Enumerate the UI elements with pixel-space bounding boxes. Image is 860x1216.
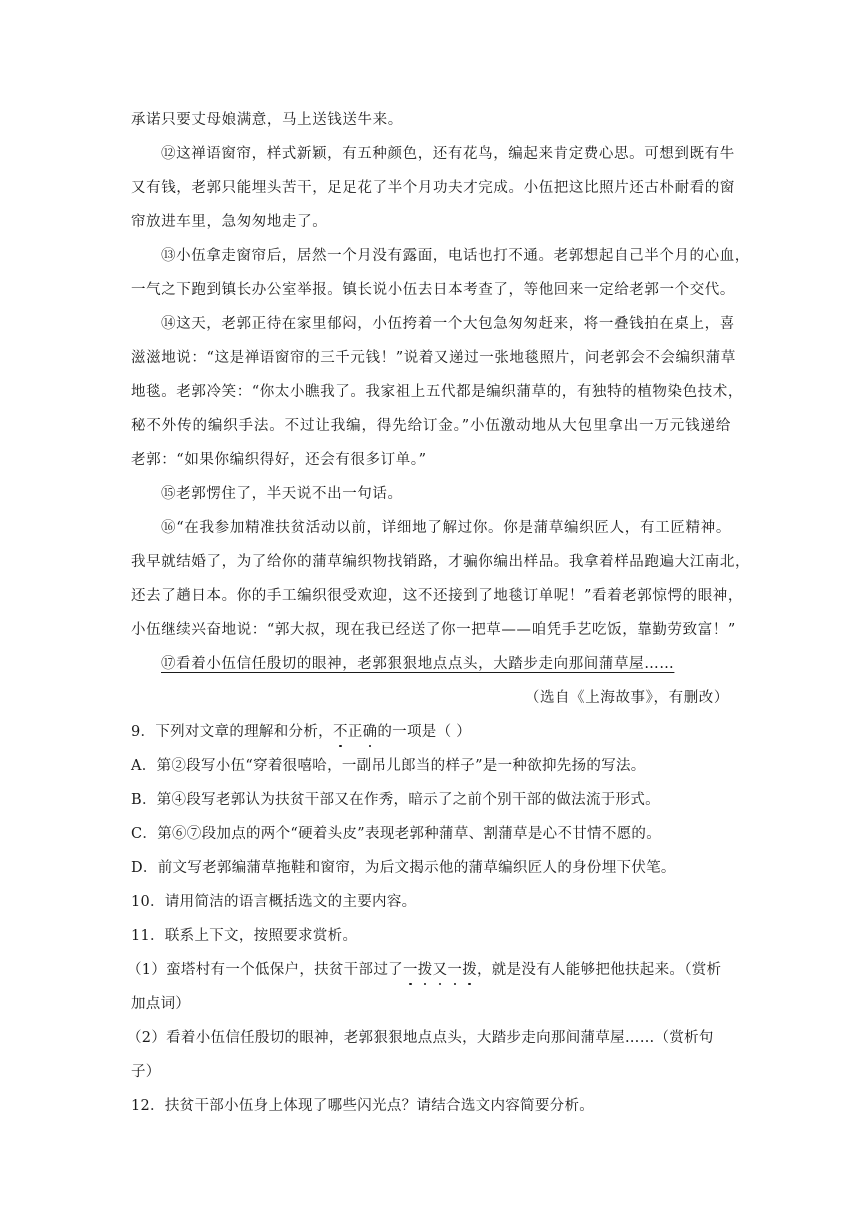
option-a: A．第②段写小伍“穿着很嘻哈，一副吊儿郎当的样子”是一种欲抑先扬的写法。 [131,758,646,774]
paragraph-16-line: 我早就结婚了，为了给你的蒲草编织物找销路，才骗你编出样品。我拿着样品跑遍大江南北， [131,554,751,570]
paragraph-16-line: ⑯“在我参加精准扶贫活动以前，详细地了解过你。你是蒲草编织匠人，有工匠精神。 [161,520,731,536]
paragraph-13-line: 一气之下跑到镇长办公室举报。镇长说小伍去日本考查了，等他回来一定给老郭一个交代。 [131,282,735,298]
emphasis-char: 不 [333,715,348,749]
question-9 [131,715,731,749]
article-body [127,103,751,1123]
question-11: 11．联系上下文，按照要求赏析。 [131,928,358,944]
question-11-1-cont: 加点词） [131,996,191,1012]
paragraph-14-line: ⑭这天，老郭正待在家里郁闷，小伍挎着一个大包急匆匆赶来，将一叠钱拍在桌上，喜 [161,316,735,332]
paragraph-12-line: ⑫这禅语窗帘，样式新颖，有五种颜色，还有花鸟，编起来肯定费心思。可想到既有牛 [161,146,735,162]
emphasis-char: 拨 [418,953,433,987]
emphasis-char: 拨 [462,953,477,987]
underlined-sentence: ⑰看着小伍信任殷切的眼神，老郭狠狠地点点头，大踏步走向那间蒲草屋…… [161,656,675,672]
question-9-text-end: 的一项是（ ） [377,724,472,740]
paragraph-14-line: 滋滋地说：“这是禅语窗帘的三千元钱！”说着又递过一张地毯照片，问老郭会不会编织蒲草 [131,350,736,366]
question-12: 12．扶贫干部小伍身上体现了哪些闪光点？请结合选文内容简要分析。 [131,1098,595,1114]
paragraph-16-line: 还去了趟日本。你的手工编织很受欢迎，这不还接到了地毯订单呢！”看着老郭惊愕的眼神， [131,588,744,604]
paragraph-14-line: 地毯。老郭冷笑：“你太小瞧我了。我家祖上五代都是编织蒲草的，有独特的植物染色技术， [131,384,744,400]
emphasis-char: 一 [403,953,418,987]
paragraph-13-line: ⑬小伍拿走窗帘后，居然一个月没有露面，电话也打不通。老郭想起自己半个月的心血， [161,248,750,264]
paragraph-12-line: 又有钱，老郭只能埋头苦干，足足花了半个月功夫才完成。小伍把这比照片还古朴耐看的窗 [131,180,735,196]
emphasis-char: 一 [447,953,462,987]
question-10: 10．请用简洁的语言概括选文的主要内容。 [131,894,417,910]
question-11-1-text-end: ，就是没有人能够把他扶起来。（赏析 [477,962,722,978]
source-note: （选自《上海故事》，有删改） [524,690,729,706]
emphasis-char: 确 [363,715,378,749]
paragraph-line: 承诺只要丈母娘满意，马上送钱送牛来。 [131,112,403,128]
paragraph-14-line: 老郭：“如果你编织得好，还会有很多订单。” [131,452,427,468]
emphasis-char: 又 [433,953,448,987]
question-11-2: （2）看着小伍信任殷切的眼神，老郭狠狠地点点头，大踏步走向那间蒲草屋……（赏析句 [127,1030,714,1046]
question-11-2-cont: 子） [131,1064,161,1080]
paragraph-12-line: 帘放进车里，急匆匆地走了。 [131,214,328,230]
question-11-1 [127,953,731,987]
paragraph-17-underlined [131,647,731,681]
option-c: C．第⑥⑦段加点的两个“硬着头皮”表现老郭种蒲草、割蒲草是心不甘情不愿的。 [131,826,662,842]
question-9-text: 9．下列对文章的理解和分析， [131,724,333,740]
question-9-char: 正 [347,724,363,740]
paragraph-16-line: 小伍继续兴奋地说：“郭大叔，现在我已经送了你一把草——咱凭手艺吃饭，靠勤劳致富！” [131,622,736,638]
question-11-1-text: （1）蛮塔村有一个低保户，扶贫干部过了 [127,962,403,978]
option-b: B．第④段写老郭认为扶贫干部又在作秀，暗示了之前个别干部的做法流于形式。 [131,792,660,808]
paragraph-14-line: 秘不外传的编织手法。不过让我编，得先给订金。”小伍激动地从大包里拿出一万元钱递给 [131,418,731,434]
option-d: D．前文写老郭编蒲草拖鞋和窗帘，为后文揭示他的蒲草编织匠人的身份埋下伏笔。 [131,860,676,876]
paragraph-15-line: ⑮老郭愣住了，半天说不出一句话。 [161,486,403,502]
